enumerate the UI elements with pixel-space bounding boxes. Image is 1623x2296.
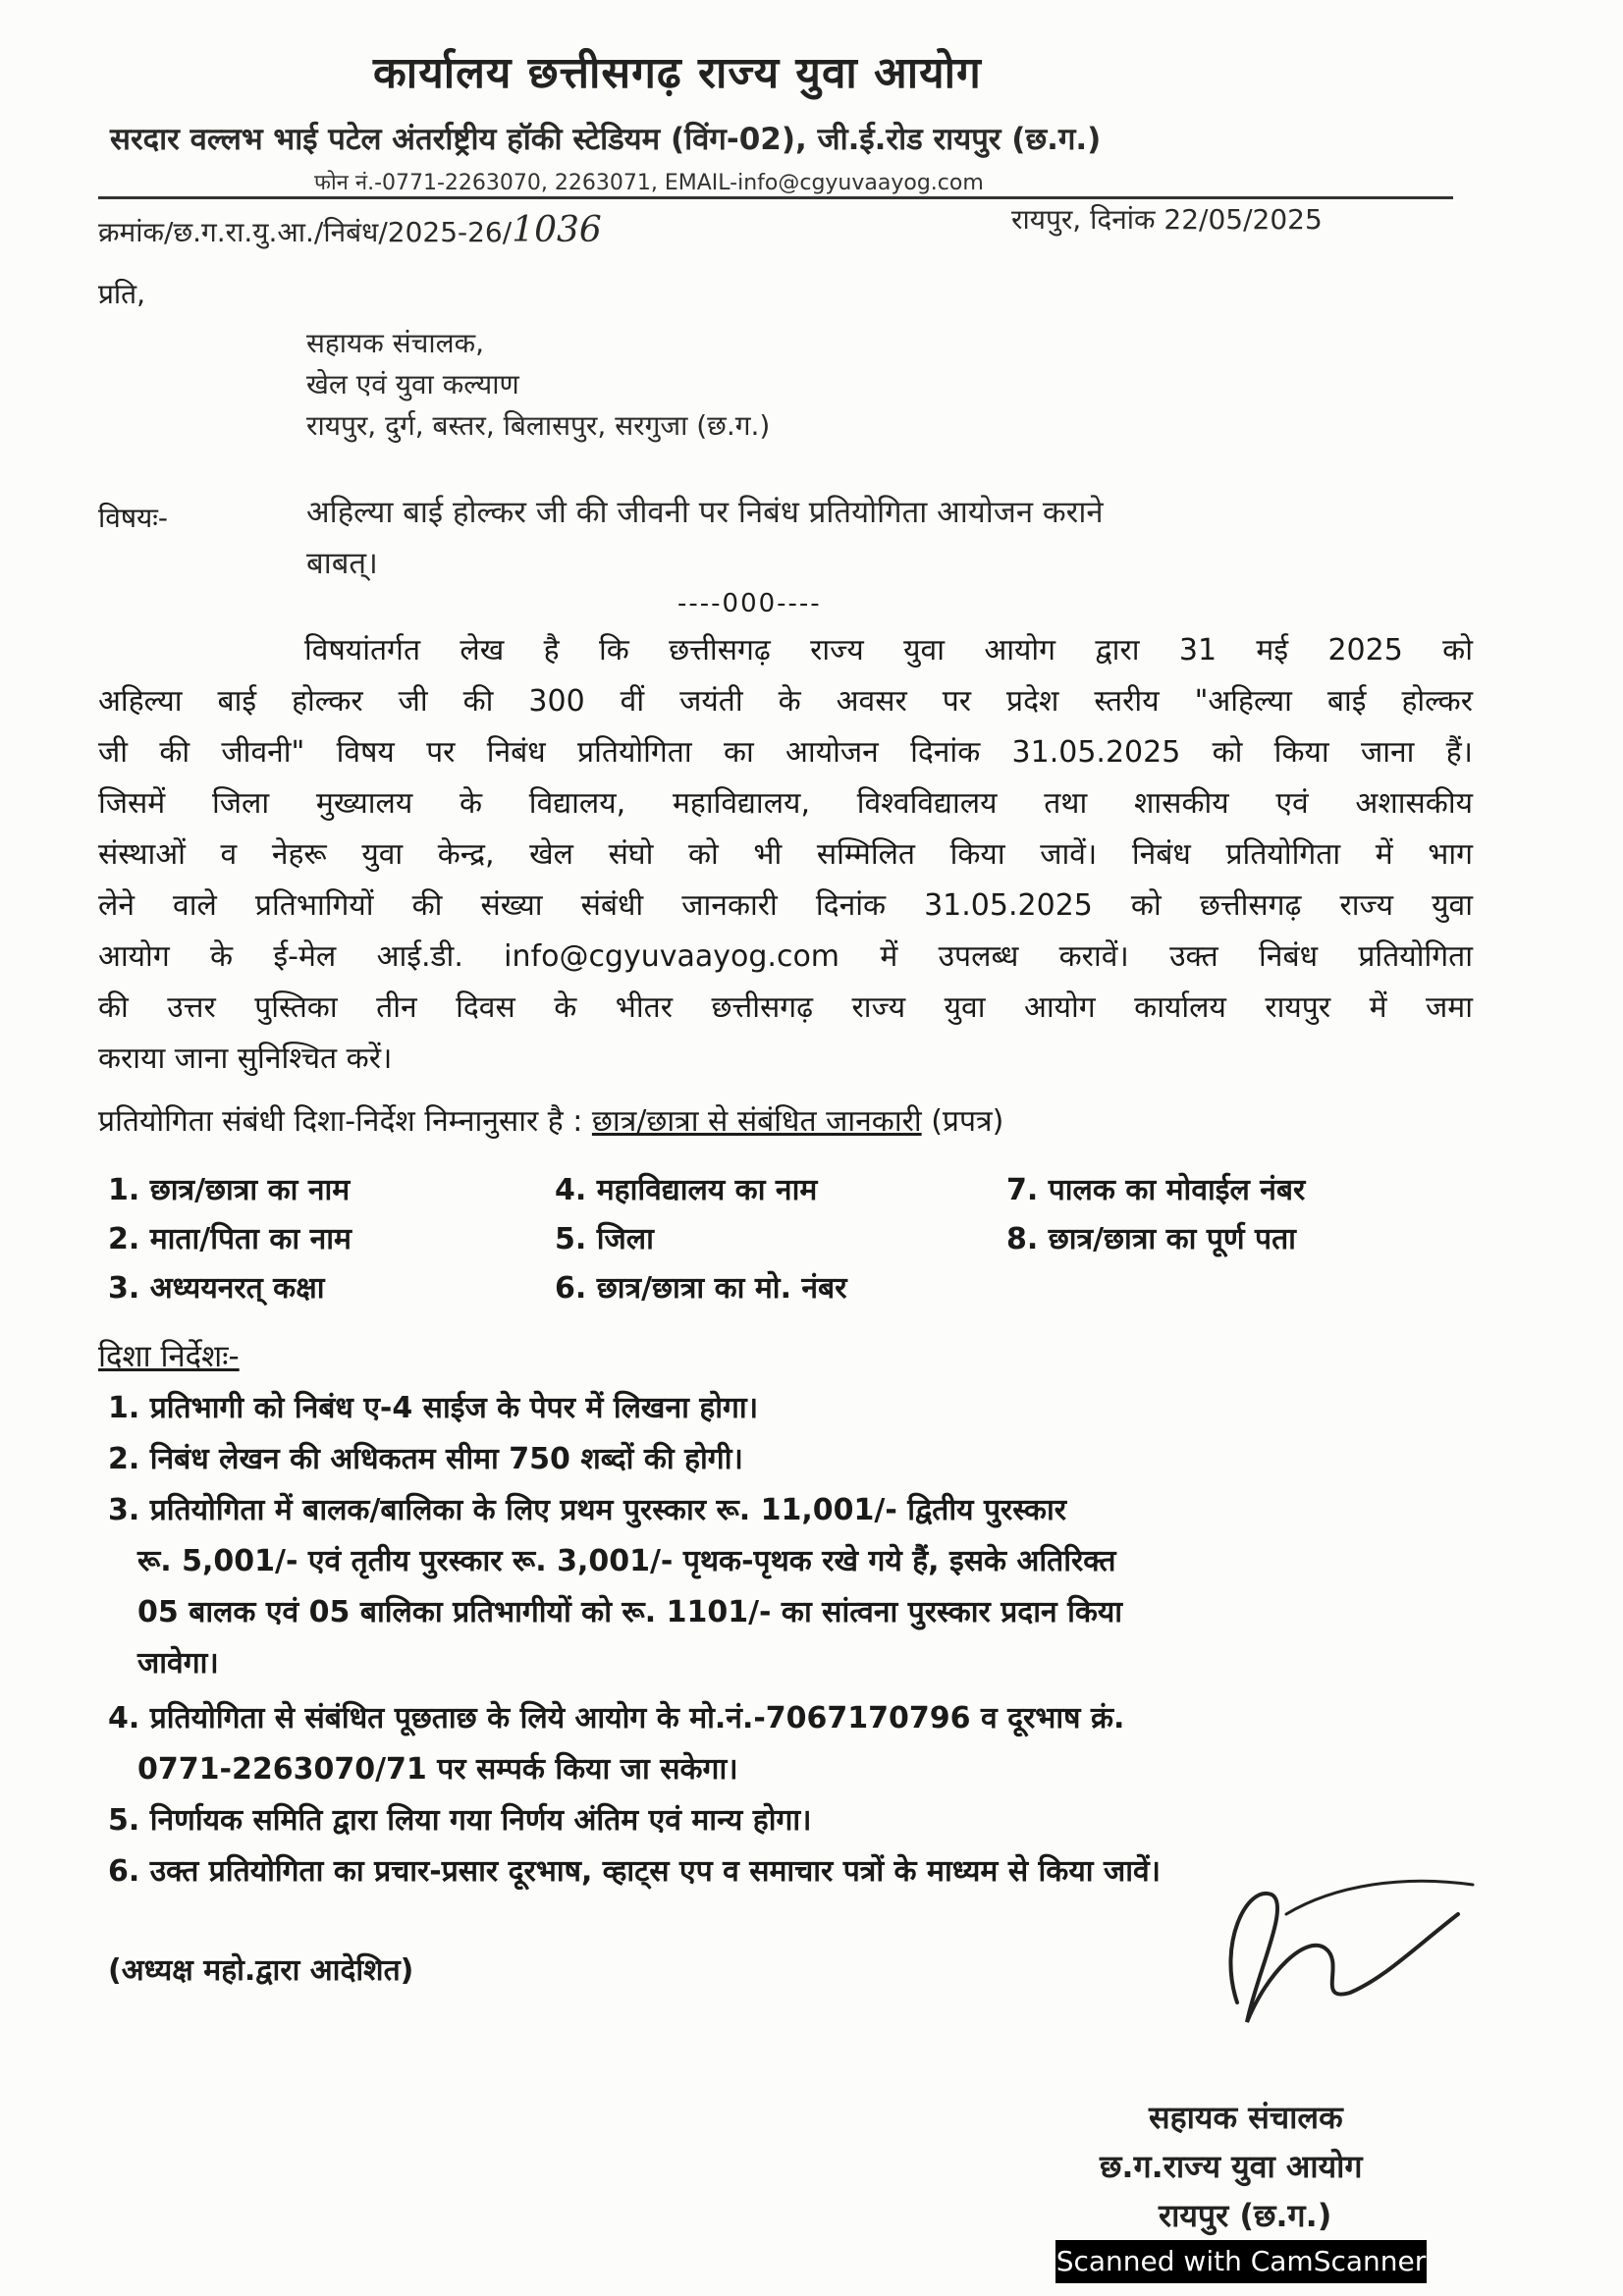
body-line: विषयांतर्गत लेख है कि छत्तीसगढ़ राज्य युवा आयोग द्वारा 31 मई 2025 को bbox=[304, 633, 1473, 667]
guideline-item: 5. निर्णायक समिति द्वारा लिया गया निर्णय अंतिम एवं मान्य होगा। bbox=[108, 1803, 812, 1838]
form-heading-prefix: प्रतियोगिता संबंधी दिशा-निर्देश निम्नानुसार है : bbox=[98, 1104, 583, 1139]
form-field: 5. जिला bbox=[555, 1222, 654, 1256]
guideline-item-cont: 05 बालक एवं 05 बालिका प्रतिभागीयों को रू. 1101/- का सांत्वना पुरस्कार प्रदान किया bbox=[137, 1595, 1123, 1629]
reference-prefix: क्रमांक/छ.ग.रा.यु.आ./निबंध/2025-26/ bbox=[98, 216, 513, 248]
subject-line: बाबत्। bbox=[306, 546, 378, 581]
signature-line: छ.ग.राज्य युवा आयोग bbox=[1100, 2148, 1363, 2185]
body-line: संस्थाओं व नेहरू युवा केन्द्र, खेल संघो को भी सम्मिलित किया जावें। निबंध प्रतियोगिता में भाग bbox=[98, 837, 1473, 872]
form-field: 8. छात्र/छात्रा का पूर्ण पता bbox=[1006, 1222, 1296, 1256]
recipient-line: खेल एवं युवा कल्याण bbox=[306, 368, 519, 400]
reference-handwritten-number: 1036 bbox=[512, 210, 602, 250]
body-line: आयोग के ई-मेल आई.डी. info@cgyuvaayog.com में उपलब्ध करावें। उक्त निबंध प्रतियोगिता bbox=[98, 939, 1473, 974]
signature-line: रायपुर (छ.ग.) bbox=[1159, 2197, 1332, 2234]
guideline-item-cont: जावेगा। bbox=[137, 1646, 219, 1681]
body-line: कराया जाना सुनिश्चित करें। bbox=[98, 1041, 393, 1076]
recipient-line: रायपुर, दुर्ग, बस्तर, बिलासपुर, सरगुजा (छ.ग.) bbox=[306, 409, 771, 442]
form-heading-underlined: छात्र/छात्रा से संबंधित जानकारी bbox=[591, 1104, 922, 1139]
form-field: 4. महाविद्यालय का नाम bbox=[555, 1173, 818, 1207]
recipient-line: सहायक संचालक, bbox=[306, 327, 485, 359]
guideline-item: 1. प्रतिभागी को निबंध ए-4 साईज के पेपर में लिखना होगा। bbox=[108, 1391, 759, 1425]
body-line: की उत्तर पुस्तिका तीन दिवस के भीतर छत्तीसगढ़ राज्य युवा आयोग कार्यालय रायपुर में जमा bbox=[98, 990, 1473, 1025]
guideline-item-cont: रू. 5,001/- एवं तृतीय पुरस्कार रू. 3,001/- पृथक-पृथक रखे गये हैं, इसके अतिरिक्त bbox=[137, 1544, 1116, 1578]
handwritten-signature bbox=[1178, 1855, 1492, 2052]
camscanner-watermark: Scanned with CamScanner bbox=[1055, 2240, 1427, 2283]
guideline-item: 3. प्रतियोगिता में बालक/बालिका के लिए प्रथम पुरस्कार रू. 11,001/- द्वितीय पुरस्कार bbox=[108, 1493, 1067, 1527]
office-title: कार्यालय छत्तीसगढ़ राज्य युवा आयोग bbox=[373, 48, 982, 98]
office-address: सरदार वल्लभ भाई पटेल अंतर्राष्ट्रीय हॉकी स्टेडियम (विंग-02), जी.ई.रोड रायपुर (छ.ग.) bbox=[110, 122, 1102, 157]
guideline-item: 6. उक्त प्रतियोगिता का प्रचार-प्रसार दूरभाष, व्हाट्स एप व समाचार पत्रों के माध्यम से किया जावें। bbox=[108, 1854, 1162, 1889]
form-field: 3. अध्ययनरत् कक्षा bbox=[108, 1271, 325, 1306]
body-line: लेने वाले प्रतिभागियों की संख्या संबंधी जानकारी दिनांक 31.05.2025 को छत्तीसगढ़ राज्य युवा bbox=[98, 888, 1473, 923]
section-divider: ----000---- bbox=[677, 589, 822, 618]
reference-number bbox=[98, 210, 602, 250]
form-field: 6. छात्र/छात्रा का मो. नंबर bbox=[555, 1271, 847, 1306]
form-field: 2. माता/पिता का नाम bbox=[108, 1222, 352, 1256]
recipient-label: प्रति, bbox=[98, 278, 146, 310]
header-divider bbox=[98, 196, 1453, 199]
guideline-item: 2. निबंध लेखन की अधिकतम सीमा 750 शब्दों की होगी। bbox=[108, 1442, 743, 1476]
subject-label: विषयः- bbox=[98, 502, 169, 534]
order-note: (अध्यक्ष महो.द्वारा आदेशित) bbox=[108, 1953, 414, 1988]
body-line: जी की जीवनी" विषय पर निबंध प्रतियोगिता का आयोजन दिनांक 31.05.2025 को किया जाना हैं। bbox=[98, 735, 1473, 770]
form-heading bbox=[98, 1099, 1003, 1140]
office-contact: फोन नं.-0771-2263070, 2263071, EMAIL-info@cgyuvaayog.com bbox=[314, 171, 984, 195]
body-line: अहिल्या बाई होल्कर जी की 300 वीं जयंती के अवसर पर प्रदेश स्तरीय "अहिल्या बाई होल्कर bbox=[98, 684, 1473, 719]
letter-date: रायपुर, दिनांक 22/05/2025 bbox=[1011, 203, 1323, 236]
form-field: 7. पालक का मोवाईल नंबर bbox=[1006, 1173, 1306, 1207]
form-heading-suffix: (प्रपत्र) bbox=[931, 1104, 1004, 1139]
signature-line: सहायक संचालक bbox=[1149, 2099, 1343, 2136]
guidelines-title: दिशा निर्देशः- bbox=[98, 1339, 240, 1374]
guideline-item-cont: 0771-2263070/71 पर सम्पर्क किया जा सकेगा। bbox=[137, 1752, 738, 1787]
body-line: जिसमें जिला मुख्यालय के विद्यालय, महाविद्यालय, विश्वविद्यालय तथा शासकीय एवं अशासकीय bbox=[98, 786, 1473, 821]
form-field: 1. छात्र/छात्रा का नाम bbox=[108, 1173, 351, 1207]
guideline-item: 4. प्रतियोगिता से संबंधित पूछताछ के लिये आयोग के मो.नं.-7067170796 व दूरभाष क्रं. bbox=[108, 1701, 1125, 1735]
subject-line: अहिल्या बाई होल्कर जी की जीवनी पर निबंध प्रतियोगिता आयोजन कराने bbox=[306, 495, 1104, 530]
